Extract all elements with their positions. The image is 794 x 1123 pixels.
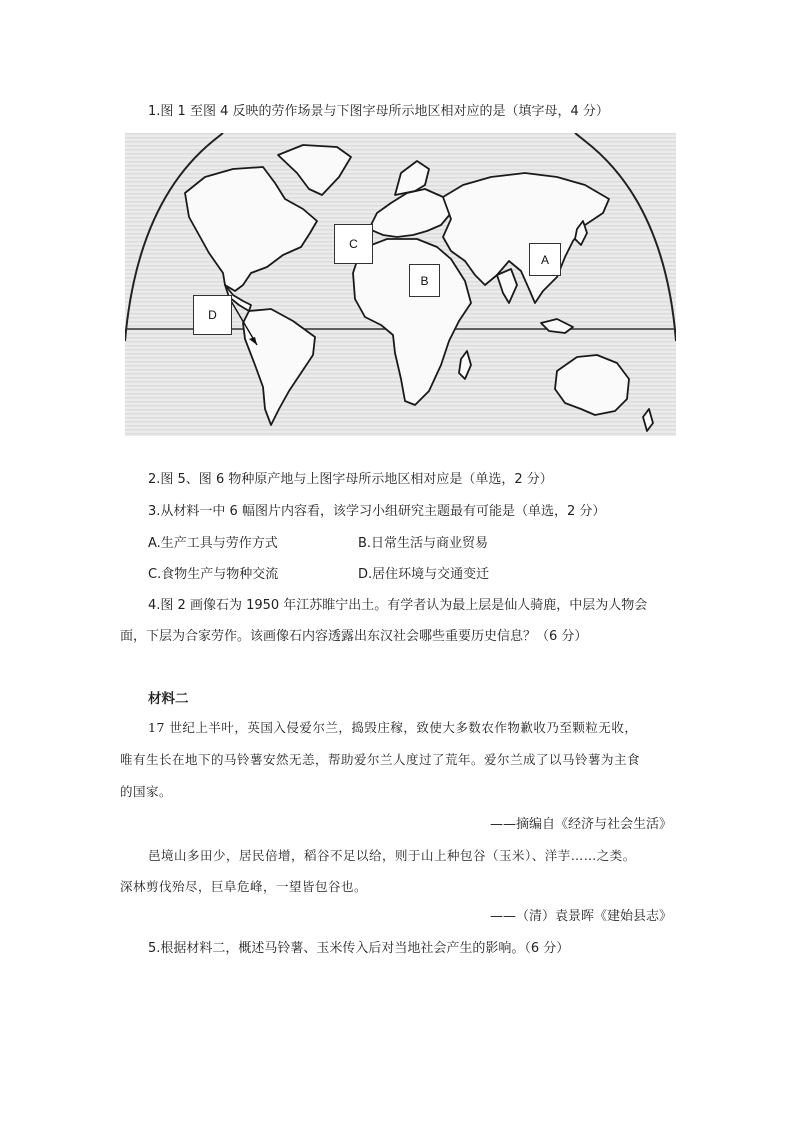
question-4-line-1: 4.图 2 画像石为 1950 年江苏睢宁出土。有学者认为最上层是仙人骑鹿，中层为人物会 [148,598,648,613]
world-map-drawing [125,133,676,436]
map-label-d: D [193,295,232,335]
material-2-paragraph-1-line-1: 17 世纪上半叶，英国入侵爱尔兰，捣毁庄稼，致使大多数农作物歉收乃至颗粒无收， [148,720,638,735]
option-d: D.居住环境与交通变迁 [358,567,490,582]
material-2-heading: 材料二 [148,691,189,707]
question-1: 1.图 1 至图 4 反映的劳作场景与下图字母所示地区相对应的是（填字母，4 分） [148,104,609,119]
map-label-c: C [334,224,373,264]
map-label-a: A [529,243,561,276]
question-3: 3.从材料一中 6 幅图片内容看，该学习小组研究主题最有可能是（单选，2 分） [148,504,606,519]
map-label-b: B [409,264,440,297]
world-map [125,133,676,436]
option-b: B.日常生活与商业贸易 [358,536,489,551]
question-5: 5.根据材料二，概述马铃薯、玉米传入后对当地社会产生的影响。（6 分） [148,941,570,956]
option-a: A.生产工具与劳作方式 [148,536,278,551]
material-2-paragraph-2-line-1: 邑境山多田少，居民倍增，稻谷不足以给，则于山上种包谷（玉米）、洋芋……之类。 [148,848,636,863]
material-2-source-2: ——（清）袁景晖《建始县志》 [489,909,672,924]
material-2-paragraph-1-line-2: 唯有生长在地下的马铃薯安然无恙，帮助爱尔兰人度过了荒年。爱尔兰成了以马铃薯为主食 [120,752,641,767]
question-4-line-2: 面，下层为合家劳作。该画像石内容透露出东汉社会哪些重要历史信息？（6 分） [120,629,588,644]
question-2: 2.图 5、图 6 物种原产地与上图字母所示地区相对应是（单选，2 分） [148,472,553,487]
material-2-paragraph-1-line-3: 的国家。 [120,784,173,799]
material-2-source-1: ——摘编自《经济与社会生活》 [489,817,672,832]
material-2-paragraph-2-line-2: 深林剪伐殆尽，巨阜危峰，一望皆包谷也。 [120,879,368,894]
option-c: C.食物生产与物种交流 [148,567,279,582]
